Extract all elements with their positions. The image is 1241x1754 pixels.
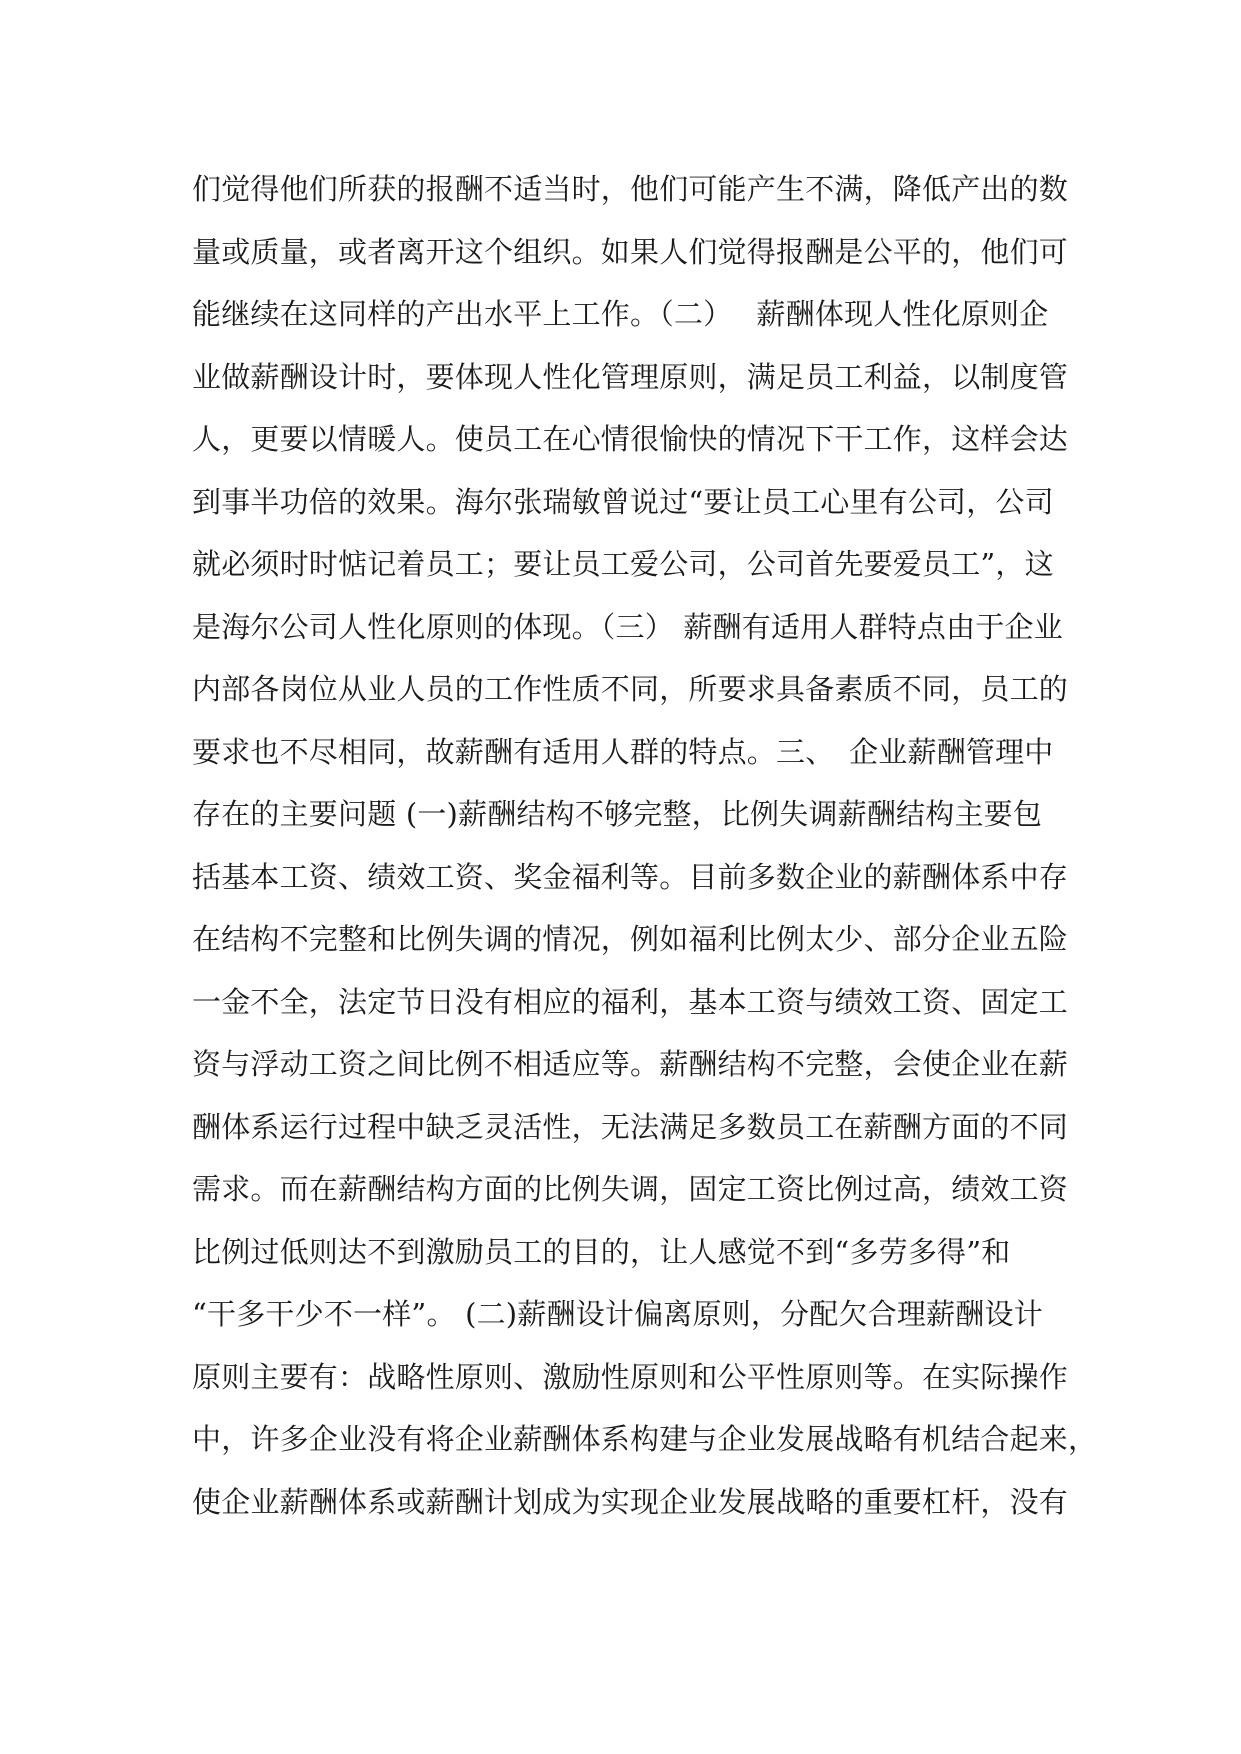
text-line: 括基本工资、绩效工资、奖金福利等。目前多数企业的薪酬体系中存 [192,859,1069,894]
text-line: 存在的主要问题 (一)薪酬结构不够完整，比例失调薪酬结构主要包 [192,797,1043,831]
text-line: 要求也不尽相同，故薪酬有适用人群的特点。三、 企业薪酬管理中 [192,734,1054,769]
text-line: 量或质量，或者离开这个组织。如果人们觉得报酬是公平的，他们可 [192,234,1069,269]
text-line: 业做薪酬设计时，要体现人性化管理原则，满足员工利益，以制度管 [192,359,1069,394]
text-line: 一金不全，法定节日没有相应的福利，基本工资与绩效工资、固定工 [192,984,1069,1019]
body-text [192,158,1098,1533]
text-line: 能继续在这同样的产出水平上工作。（二） 薪酬体现人性化原则企 [192,297,1049,331]
text-line: 们觉得他们所获的报酬不适当时，他们可能产生不满，降低产出的数 [192,172,1069,206]
text-line: 到事半功倍的效果。海尔张瑞敏曾说过“要让员工心里有公司，公司 [192,484,1054,519]
text-line: 需求。而在薪酬结构方面的比例失调，固定工资比例过高，绩效工资 [192,1172,1069,1206]
text-line: 在结构不完整和比例失调的情况，例如福利比例太少、部分企业五险 [192,922,1069,956]
text-line: “干多干少不一样”。 (二)薪酬设计偏离原则，分配欠合理薪酬设计 [192,1297,1043,1331]
text-line: 酬体系运行过程中缺乏灵活性，无法满足多数员工在薪酬方面的不同 [192,1109,1069,1144]
text-line: 就必须时时惦记着员工；要让员工爱公司，公司首先要爱员工”，这 [192,547,1054,581]
text-line: 原则主要有：战略性原则、激励性原则和公平性原则等。在实际操作 [192,1359,1069,1394]
text-line: 资与浮动工资之间比例不相适应等。薪酬结构不完整，会使企业在薪 [192,1047,1069,1081]
text-line: 使企业薪酬体系或薪酬计划成为实现企业发展战略的重要杠杆，没有 [192,1484,1069,1519]
text-line: 中，许多企业没有将企业薪酬体系构建与企业发展战略有机结合起来， [192,1422,1098,1456]
text-line: 内部各岗位从业人员的工作性质不同，所要求具备素质不同，员工的 [192,672,1069,706]
text-line: 比例过低则达不到激励员工的目的，让人感觉不到“多劳多得”和 [192,1234,1011,1269]
text-line: 是海尔公司人性化原则的体现。（三） 薪酬有适用人群特点由于企业 [192,609,1063,644]
text-line: 人，更要以情暖人。使员工在心情很愉快的情况下干工作，这样会达 [192,422,1069,456]
